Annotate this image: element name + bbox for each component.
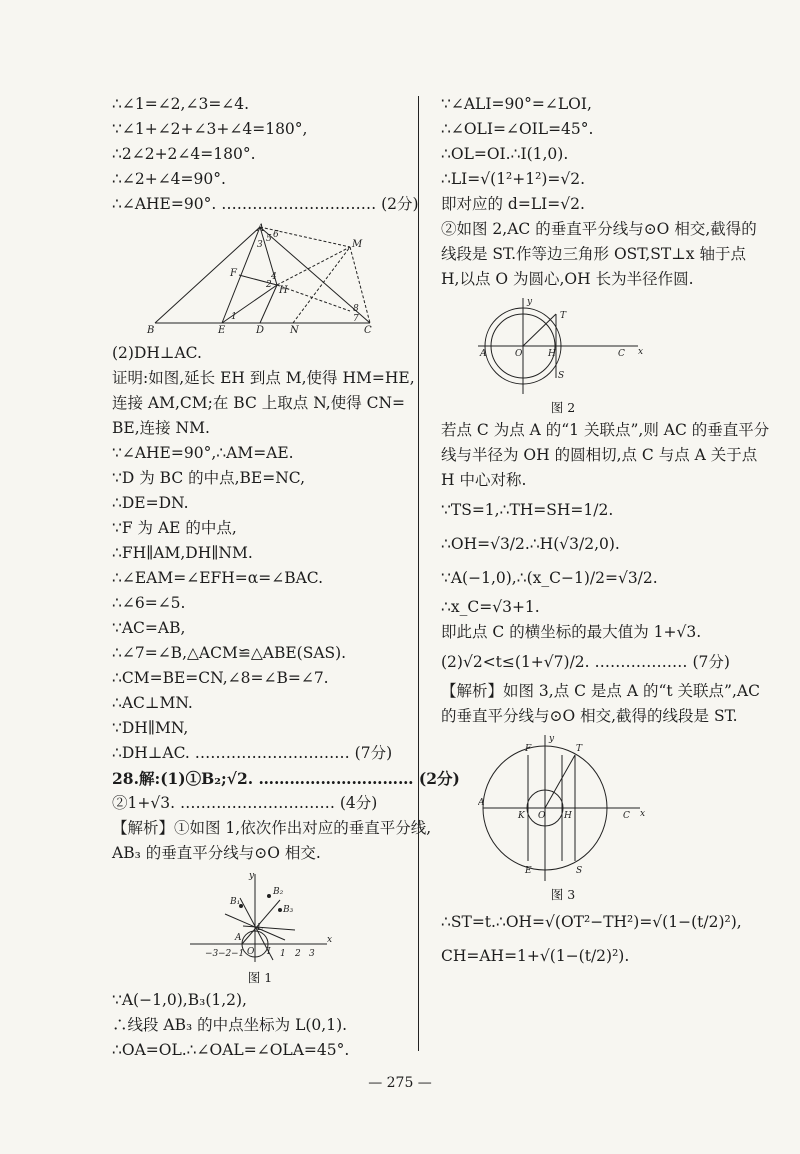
svg-text:4: 4 (271, 272, 277, 282)
figure-3-caption: 图 3 (550, 887, 576, 902)
text-line: ②如图 2,AC 的垂直平分线与⊙O 相交,截得的 (441, 220, 757, 238)
figure-1-caption: 图 1 (247, 970, 273, 985)
svg-text:y: y (527, 297, 533, 307)
page-number: — 275 — (368, 1075, 432, 1091)
label-N: N (290, 325, 299, 336)
left-column (112, 92, 460, 1063)
svg-text:T: T (576, 744, 583, 754)
svg-text:x: x (327, 935, 333, 945)
svg-text:5: 5 (266, 234, 272, 244)
svg-text:2: 2 (295, 949, 301, 959)
text-line: ②1+√3. ………………………… (4分) (112, 794, 378, 812)
svg-text:3: 3 (309, 949, 315, 959)
text-line: ∴OL=OI.∴I(1,0). (441, 145, 569, 163)
svg-text:1: 1 (280, 949, 286, 959)
text-line: ∴DH⊥AC. ………………………… (7分) (112, 744, 393, 762)
text-line: 【解析】①如图 1,依次作出对应的垂直平分线, (112, 819, 432, 837)
figure-1 (185, 870, 335, 966)
text-line: ∴ST=t.∴OH=√(OT²−TH²)=√(1−(t/2)²), (441, 913, 742, 931)
text-line: ∵AC=AB, (112, 619, 186, 637)
svg-text:H: H (548, 349, 556, 359)
text-line: ∴DE=DN. (112, 494, 189, 512)
svg-text:E: E (525, 866, 532, 876)
svg-text:L: L (257, 923, 263, 933)
text-line: ∴∠7=∠B,△ACM≌△ABE(SAS). (112, 644, 347, 662)
svg-text:x: x (638, 347, 644, 357)
text-line: ∴∠2+∠4=90°. (112, 170, 226, 188)
text-line: ∴线段 AB₃ 的中点坐标为 L(0,1). (112, 1016, 348, 1034)
text-line: ∴∠1=∠2,∠3=∠4. (112, 95, 250, 113)
text-line: ∵∠AHE=90°,∴AM=AE. (112, 444, 294, 462)
svg-text:O: O (538, 811, 546, 821)
text-line: ∵DH∥MN, (112, 719, 189, 737)
text-line: ∵∠ALI=90°=∠LOI, (441, 95, 592, 113)
text-line: (2)DH⊥AC. (112, 344, 202, 362)
svg-text:−3: −3 (205, 949, 219, 959)
svg-text:S: S (576, 866, 583, 876)
column-divider (418, 96, 419, 1051)
svg-text:A: A (478, 798, 485, 808)
text-line: ∴∠AHE=90°. ………………………… (2分) (112, 195, 419, 213)
svg-text:S: S (558, 371, 565, 381)
label-C: C (364, 325, 372, 336)
text-line: AB₃ 的垂直平分线与⊙O 相交. (112, 844, 321, 862)
text-line: ∵D 为 BC 的中点,BE=NC, (112, 469, 306, 487)
text-line: ∴FH∥AM,DH∥NM. (112, 544, 253, 562)
svg-text:−1: −1 (231, 949, 245, 959)
svg-text:3: 3 (257, 240, 263, 250)
text-line: 【解析】如图 3,点 C 是点 A 的“t 关联点”,AC (441, 682, 760, 700)
right-column (441, 92, 770, 973)
svg-text:I: I (267, 947, 271, 957)
svg-text:B₂: B₂ (273, 887, 284, 897)
svg-text:K: K (518, 811, 525, 821)
text-line: 证明:如图,延长 EH 到点 M,使得 HM=HE, (112, 369, 415, 387)
svg-text:y: y (549, 734, 555, 744)
text-line: 的垂直平分线与⊙O 相交,截得的线段是 ST. (441, 707, 738, 725)
svg-text:y: y (249, 871, 255, 881)
svg-text:O: O (515, 349, 523, 359)
text-line: ∵A(−1,0),∴(x_C−1)/2=√3/2. (441, 569, 658, 587)
text-line: ∴2∠2+2∠4=180°. (112, 145, 256, 163)
text-line: ∴LI=√(1²+1²)=√2. (441, 170, 586, 188)
svg-text:1: 1 (231, 312, 237, 322)
text-line: ∴CM=BE=CN,∠8=∠B=∠7. (112, 669, 329, 687)
text-line: ∴OA=OL.∴∠OAL=∠OLA=45°. (112, 1041, 350, 1059)
text-line: ∵TS=1,∴TH=SH=1/2. (441, 501, 614, 519)
label-D: D (256, 325, 265, 336)
svg-text:B₁: B₁ (230, 897, 241, 907)
label-M: M (352, 239, 363, 250)
text-line: CH=AH=1+√(1−(t/2)²). (441, 947, 630, 965)
svg-text:H: H (564, 811, 572, 821)
svg-text:B₃: B₃ (283, 905, 294, 915)
text-line: H,以点 O 为圆心,OH 长为半径作圆. (441, 270, 694, 288)
text-line: ∴∠OLI=∠OIL=45°. (441, 120, 594, 138)
svg-text:6: 6 (273, 230, 279, 240)
svg-text:T: T (560, 311, 567, 321)
svg-text:O: O (247, 947, 255, 957)
text-line: 即对应的 d=LI=√2. (441, 195, 585, 213)
figure-3 (478, 733, 648, 883)
label-E: E (218, 325, 226, 336)
text-line: ∴x_C=√3+1. (441, 598, 540, 616)
svg-text:2: 2 (266, 280, 272, 290)
svg-text:F: F (525, 744, 532, 754)
svg-text:x: x (640, 809, 646, 819)
text-line: ∴∠EAM=∠EFH=α=∠BAC. (112, 569, 324, 587)
svg-text:C: C (618, 349, 625, 359)
text-line: 线与半径为 OH 的圆相切,点 C 与点 A 关于点 (441, 446, 758, 464)
text-line: ∴∠6=∠5. (112, 594, 186, 612)
svg-text:7: 7 (353, 314, 359, 324)
label-A: A (257, 223, 265, 234)
text-line: H 中心对称. (441, 471, 527, 489)
text-line: 若点 C 为点 A 的“1 关联点”,则 AC 的垂直平分 (441, 421, 770, 439)
figure-2 (478, 296, 648, 396)
svg-text:8: 8 (353, 304, 359, 314)
svg-text:C: C (623, 811, 630, 821)
svg-text:A: A (480, 349, 487, 359)
label-F: F (230, 268, 237, 279)
text-line: ∵F 为 AE 的中点, (112, 519, 237, 537)
label-H: H (279, 285, 288, 296)
text-line: 线段是 ST.作等边三角形 OST,ST⊥x 轴于点 (441, 245, 746, 263)
figure-2-caption: 图 2 (550, 400, 576, 415)
svg-text:−2: −2 (218, 949, 232, 959)
geometry-figure (145, 221, 375, 339)
text-line: ∵∠1+∠2+∠3+∠4=180°, (112, 120, 308, 138)
text-line: (2)√2<t≤(1+√7)/2. ……………… (7分) (441, 653, 730, 671)
text-line: BE,连接 NM. (112, 419, 210, 437)
text-line: ∵A(−1,0),B₃(1,2), (112, 991, 247, 1009)
text-line: ∴AC⊥MN. (112, 694, 193, 712)
text-line: ∴OH=√3/2.∴H(√3/2,0). (441, 535, 620, 553)
text-line: 连接 AM,CM;在 BC 上取点 N,使得 CN= (112, 394, 406, 412)
text-line: 即此点 C 的横坐标的最大值为 1+√3. (441, 623, 702, 641)
question-28: 28.解:(1)①B₂;√2. ………………………… (2分) (112, 769, 460, 788)
label-B: B (147, 325, 155, 336)
svg-text:A: A (235, 933, 242, 943)
